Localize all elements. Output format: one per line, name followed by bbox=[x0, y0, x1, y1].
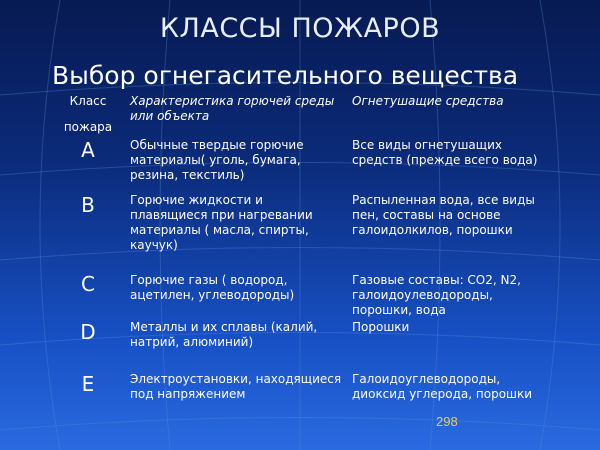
header-class bbox=[50, 92, 126, 136]
slide-subtitle: Выбор огнегасительного вещества bbox=[52, 61, 519, 90]
table-row bbox=[50, 267, 560, 318]
fire-class-cell: C bbox=[81, 272, 95, 296]
agents-cell: Газовые составы: CO2, N2, галоидоулеводороды, порошки, вода bbox=[352, 273, 521, 317]
header-class-line1: Класс bbox=[69, 94, 107, 108]
agents-cell: Распыленная вода, все виды пен, составы на основе галоидолкилов, порошки bbox=[352, 193, 535, 237]
fire-classes-table bbox=[50, 92, 560, 420]
agents-cell: Порошки bbox=[352, 320, 410, 334]
header-agents: Огнетушащие средства bbox=[352, 94, 504, 108]
table-row bbox=[50, 318, 560, 368]
characteristic-cell: Обычные твердые горючие материалы( уголь, бумага, резина, текстиль) bbox=[130, 138, 304, 182]
table-row bbox=[50, 368, 560, 420]
fire-class-cell: D bbox=[80, 320, 96, 344]
fire-class-cell: B bbox=[81, 193, 95, 217]
agents-cell: Галоидоуглеводороды, диоксид углерода, порошки bbox=[352, 372, 533, 401]
characteristic-cell: Электроустановки, находящиеся под напряжением bbox=[130, 372, 342, 401]
agents-cell: Все виды огнетушащих средств (прежде всего вода) bbox=[352, 138, 538, 167]
characteristic-cell: Горючие газы ( водород, ацетилен, углеводороды) bbox=[130, 273, 295, 302]
header-characteristic: Характеристика горючей среды или объекта bbox=[130, 94, 335, 123]
page-number: 298 bbox=[436, 414, 458, 429]
table-row bbox=[50, 136, 560, 191]
characteristic-cell: Металлы и их сплавы (калий, натрий, алюминий) bbox=[130, 320, 318, 349]
header-class-line2: пожара bbox=[63, 120, 113, 134]
fire-class-cell: E bbox=[81, 372, 95, 396]
table-row bbox=[50, 191, 560, 267]
fire-class-cell: A bbox=[81, 138, 95, 162]
slide-title: КЛАССЫ ПОЖАРОВ bbox=[159, 13, 441, 44]
characteristic-cell: Горючие жидкости и плавящиеся при нагревании материалы ( масла, спирты, каучук) bbox=[130, 193, 313, 252]
table-header-row bbox=[50, 92, 560, 136]
